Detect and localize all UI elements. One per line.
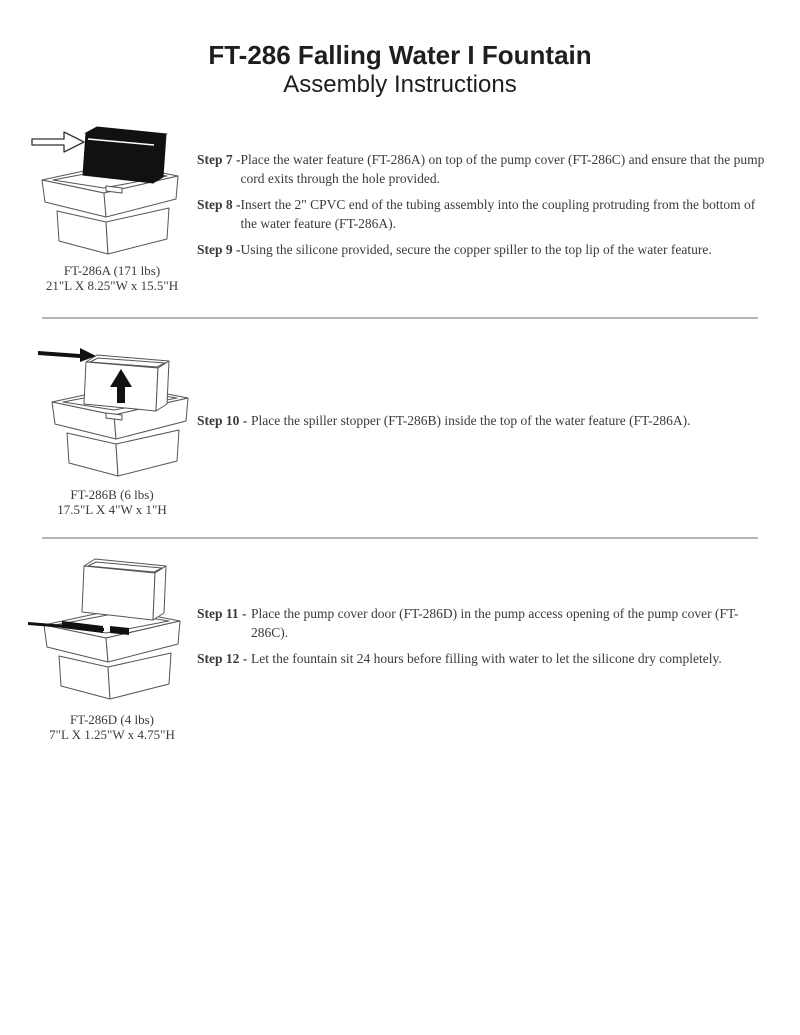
step-text: Let the fountain sit 24 hours before filling with water to let the silicone dry completely. [251, 651, 722, 666]
caption-dimensions: 17.5"L X 4"W x 1"H [57, 502, 167, 517]
step-label: Step 12 - [197, 651, 248, 666]
water-feature-open-box [82, 559, 166, 620]
figure-ft-286a [28, 123, 192, 265]
spiller-stopper-diagram [38, 337, 190, 487]
step-12 [197, 649, 765, 668]
caption-dimensions: 21"L X 8.25"W x 15.5"H [45, 278, 179, 293]
section-divider-2 [42, 537, 758, 539]
step-11 [197, 604, 765, 642]
water-feature-on-pump-cover-diagram [28, 123, 192, 265]
caption-part-number: FT-286A (171 lbs) [63, 263, 161, 278]
caption-part-number: FT-286D (4 lbs) [69, 712, 155, 727]
step-9 [197, 240, 765, 259]
step-text: Place the spiller stopper (FT-286B) inside the top of the water feature (FT-286A). [251, 413, 691, 428]
step-8 [197, 195, 765, 233]
step-text: Insert the 2" CPVC end of the tubing assembly into the coupling protruding from the bottom of the water feature (FT-286A). [240, 197, 756, 231]
pump-cover-door-diagram [28, 556, 192, 712]
step-label: Step 8 - [197, 197, 241, 212]
slide-arrow-icon [32, 132, 84, 152]
figure-caption-ft-286d [28, 712, 196, 742]
step-10 [197, 411, 765, 430]
figure-caption-ft-286a [28, 263, 196, 293]
figure-ft-286b [38, 337, 190, 487]
caption-dimensions: 7"L X 1.25"W x 4.75"H [49, 727, 175, 742]
figure-ft-286d [28, 556, 192, 712]
step-label: Step 7 - [197, 152, 241, 167]
step-7 [197, 150, 765, 188]
page-subtitle: Assembly Instructions [283, 71, 517, 98]
steps-section-3 [197, 604, 765, 675]
caption-part-number: FT-286B (6 lbs) [70, 487, 154, 502]
water-feature-black-box [83, 127, 166, 183]
step-label: Step 11 - [197, 606, 247, 621]
step-label: Step 10 - [197, 413, 248, 428]
step-label: Step 9 - [197, 242, 241, 257]
step-text: Using the silicone provided, secure the copper spiller to the top lip of the water feature. [240, 242, 712, 257]
page-title: FT-286 Falling Water I Fountain [208, 40, 592, 70]
section-divider-1 [42, 317, 758, 319]
insert-bar-icon [38, 348, 96, 362]
steps-section-2 [197, 411, 765, 437]
steps-section-1 [197, 150, 765, 266]
figure-caption-ft-286b [28, 487, 196, 517]
step-text: Place the water feature (FT-286A) on top of the pump cover (FT-286C) and ensure that the pump cord exits through the hole provided. [240, 152, 765, 186]
step-text: Place the pump cover door (FT-286D) in the pump access opening of the pump cover (FT-286C). [251, 606, 739, 640]
